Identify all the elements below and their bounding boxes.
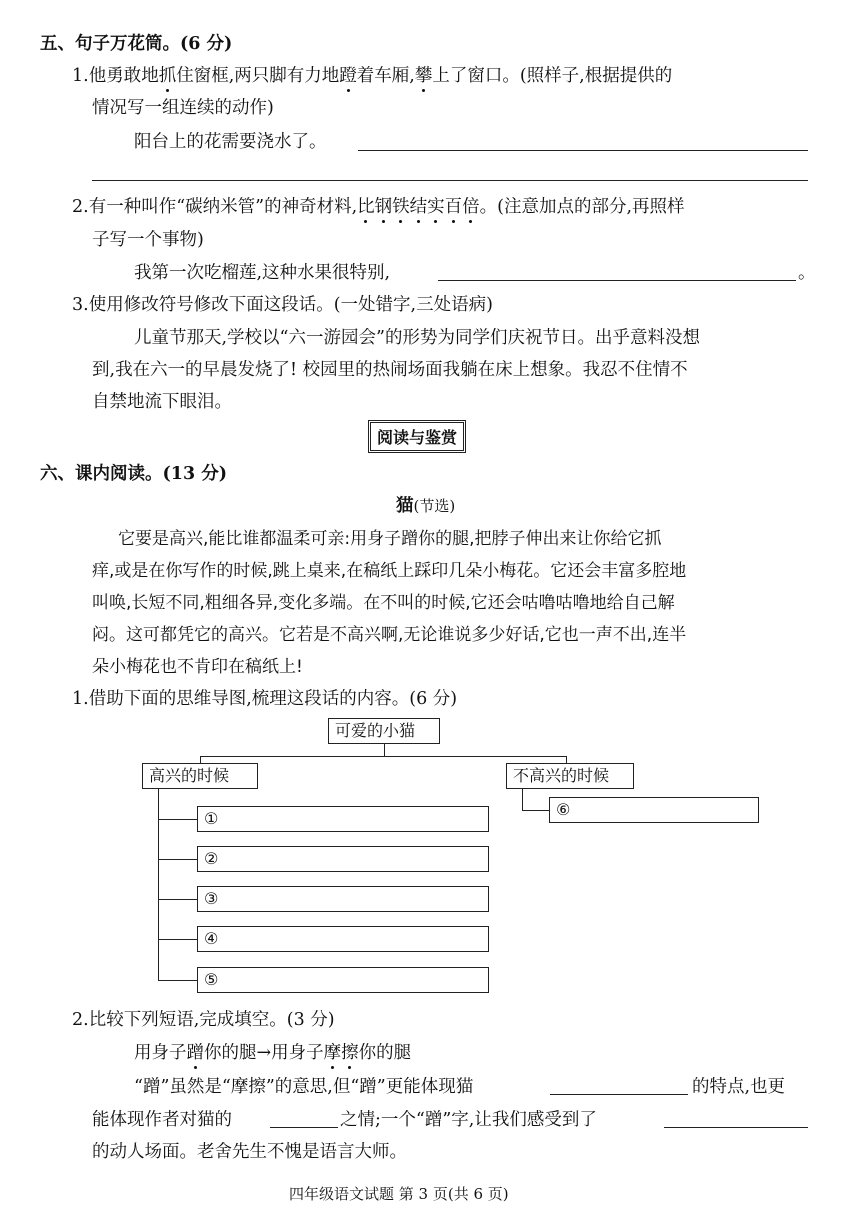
q5-item3-para-line: 自禁地流下眼泪。 [92,392,232,412]
passage-line: 它要是高兴,能比谁都温柔可亲:用身子蹭你的腿,把脖子伸出来让你给它抓 [118,529,662,549]
passage-line: 叫唤,长短不同,粗细各异,变化多端。在不叫的时候,它还会咕噜咕噜地给自己解 [92,593,675,613]
q5-item1-line2: 情况写一组连续的动作) [92,98,274,118]
passage-title: 猫(节选) [396,496,456,516]
dotted-char: 倍 [462,197,480,217]
dotted-char: 结 [409,197,428,217]
connector [384,744,385,756]
mindmap-blank-4[interactable]: ④ [197,926,489,952]
q5-item2-line1: 2.有一种叫作“碳纳米管”的神奇材料,比钢铁结实百倍。(注意加点的部分,再照样 [72,197,685,217]
q5-item1-prompt: 阳台上的花需要浇水了。 [134,132,327,152]
mindmap-blank-5[interactable]: ⑤ [197,967,489,993]
fill-line-2a: 能体现作者对猫的 [92,1110,232,1130]
q5-item3-line1: 3.使用修改符号修改下面这段话。(一处错字,三处语病) [72,295,493,315]
passage-line: 朵小梅花也不肯印在稿纸上! [92,657,303,677]
answer-line[interactable] [92,180,808,181]
dotted-char: 比 [357,197,375,217]
section-6-title: 六、课内阅读。(13 分) [40,464,228,484]
connector [522,789,523,811]
dotted-char: 擦 [341,1043,359,1063]
answer-line[interactable] [550,1094,688,1095]
mindmap-unhappy: 不高兴的时候 [506,763,634,789]
q5-item3-para-line: 到,我在六一的早晨发烧了! 校园里的热闹场面我躺在床上想象。我忍不住情不 [92,360,688,380]
dotted-char: 实 [427,197,445,217]
fill-line-1b: 的特点,也更 [692,1077,786,1097]
connector [200,756,566,757]
answer-line[interactable] [438,280,796,281]
q5-item2-line2: 子写一个事物) [92,230,204,250]
answer-line[interactable] [270,1127,338,1128]
phrase-compare: 用身子蹭你的腿→用身子摩擦你的腿 [134,1043,412,1063]
q5-item2-prompt: 我第一次吃榴莲,这种水果很特别, [134,263,391,283]
answer-line[interactable] [664,1127,808,1128]
dotted-char: 钢 [374,197,393,217]
q6-sub2: 2.比较下列短语,完成填空。(3 分) [72,1010,335,1030]
fill-line-2b: 之情;一个“蹭”字,让我们感受到了 [340,1110,597,1130]
answer-line[interactable] [358,150,808,151]
q6-sub1: 1.借助下面的思维导图,梳理这段话的内容。(6 分) [72,689,458,709]
mindmap-blank-3[interactable]: ③ [197,886,489,912]
dotted-char: 摩 [323,1043,342,1063]
connector [522,810,550,811]
q5-item1-line1: 1.他勇敢地抓住窗框,两只脚有力地蹬着车厢,攀上了窗口。(照样子,根据提供的 [72,66,673,86]
mindmap-blank-2[interactable]: ② [197,846,489,872]
dotted-char: 铁 [392,197,410,217]
connector [158,980,198,981]
connector [158,859,198,860]
dotted-char: 蹬 [339,66,357,86]
section-banner: 阅读与鉴赏 [368,420,466,453]
fill-line-3: 的动人场面。老舍先生不愧是语言大师。 [92,1142,407,1162]
connector [158,899,198,900]
connector [158,819,198,820]
period: 。 [798,263,816,283]
mindmap-blank-1[interactable]: ① [197,806,489,832]
page-footer: 四年级语文试题 第 3 页(共 6 页) [289,1185,509,1203]
arrow-icon: → [256,1043,272,1063]
dotted-char: 百 [444,197,463,217]
q5-item3-para-line: 儿童节那天,学校以“六一游园会”的形势为同学们庆祝节日。出乎意料没想 [134,328,700,348]
connector [158,939,198,940]
fill-line-1a: “蹭”虽然是“摩擦”的意思,但“蹭”更能体现猫 [134,1077,474,1097]
passage-line: 闷。这可都凭它的高兴。它若是不高兴啊,无论谁说多少好话,它也一声不出,连半 [92,625,687,645]
dotted-char: 攀 [414,66,433,86]
dotted-char: 抓 [158,66,177,86]
section-5-title: 五、句子万花筒。(6 分) [40,34,233,54]
mindmap-root: 可爱的小猫 [328,718,440,744]
passage-line: 痒,或是在你写作的时候,跳上桌来,在稿纸上踩印几朵小梅花。它还会丰富多腔地 [92,561,687,581]
dotted-char: 蹭 [186,1043,204,1063]
mindmap-happy: 高兴的时候 [142,763,258,789]
mindmap-blank-6[interactable]: ⑥ [549,797,759,823]
connector [158,789,159,981]
